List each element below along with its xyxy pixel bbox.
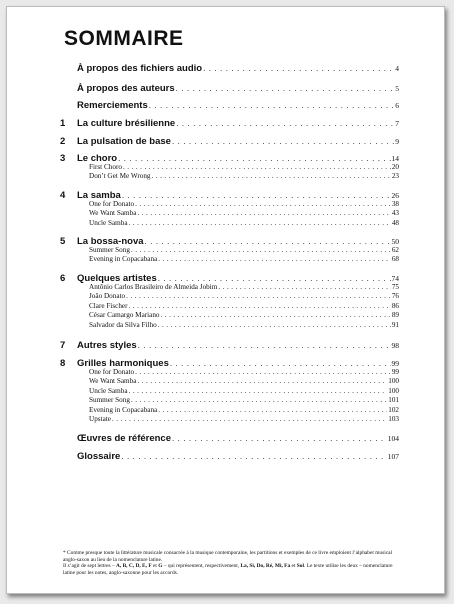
toc-page-number: 26: [391, 191, 399, 200]
dot-leader: [203, 64, 394, 73]
toc-entry-label: Uncle Samba: [89, 387, 128, 395]
toc-page-number: 98: [391, 341, 399, 350]
toc-entry[interactable]: [89, 387, 399, 395]
toc-entry-label: First Choro: [89, 163, 122, 171]
toc-page-number: 75: [391, 283, 399, 291]
toc-page-number: 99: [391, 359, 399, 368]
toc-entry-label: We Want Samba: [89, 377, 137, 385]
document-page: [6, 6, 445, 594]
dot-leader: [152, 172, 391, 180]
toc-entry-label: We Want Samba: [89, 209, 137, 217]
dot-leader: [138, 341, 391, 350]
toc-entry[interactable]: [77, 83, 399, 94]
toc-entry-label: La samba: [77, 190, 121, 201]
dot-leader: [137, 209, 390, 217]
toc-heading: [7, 118, 444, 130]
toc-entry-label: Glossaire: [77, 451, 121, 462]
dot-leader: [129, 387, 388, 395]
dot-leader: [172, 137, 394, 146]
toc-entry[interactable]: [77, 118, 399, 129]
toc-subentry: [7, 172, 444, 184]
toc-entry-label: La pulsation de base: [77, 136, 171, 147]
toc-page-number: 4: [395, 64, 399, 73]
toc-entry[interactable]: [77, 340, 399, 351]
toc-page-number: 103: [388, 415, 399, 423]
toc-page-number: 62: [391, 246, 399, 254]
dot-leader: [158, 406, 387, 414]
toc-entry[interactable]: [89, 246, 399, 254]
toc-page-number: 48: [391, 219, 399, 227]
toc-entry-label: Uncle Samba: [89, 219, 128, 227]
dot-leader: [131, 246, 391, 254]
toc-entry[interactable]: [89, 172, 399, 180]
toc-entry-label: César Camargo Mariano: [89, 311, 160, 319]
dot-leader: [137, 377, 387, 385]
toc-heading: [7, 340, 444, 352]
toc-entry-label: Autres styles: [77, 340, 137, 351]
toc-subentry: [7, 219, 444, 231]
toc-page-number: 23: [391, 172, 399, 180]
toc-entry[interactable]: [89, 302, 399, 310]
toc-page-number: 101: [388, 396, 399, 404]
toc-entry[interactable]: [89, 415, 399, 423]
toc-entry[interactable]: [77, 63, 399, 74]
dot-leader: [176, 84, 395, 93]
toc-chapter-number: 4: [60, 190, 66, 201]
toc-page-number: 14: [391, 154, 399, 163]
toc-subentry: [7, 415, 444, 427]
toc-entry-label: Summer Song: [89, 246, 130, 254]
toc-entry[interactable]: [89, 377, 399, 385]
dot-leader: [176, 119, 394, 128]
toc-entry-label: Clare Fischer: [89, 302, 128, 310]
toc-page-number: 6: [395, 101, 399, 110]
dot-leader: [218, 283, 390, 291]
toc-chapter-number: 7: [60, 340, 66, 351]
toc-page-number: 102: [388, 406, 399, 414]
toc-chapter-number: 3: [60, 153, 66, 164]
toc-page-number: 50: [391, 237, 399, 246]
toc-entry-label: Salvador da Silva Filho: [89, 321, 157, 329]
toc-entry[interactable]: [89, 255, 399, 263]
toc-entry[interactable]: [89, 283, 399, 291]
dot-leader: [129, 219, 391, 227]
toc-entry[interactable]: [89, 311, 399, 319]
toc-page-number: 76: [391, 292, 399, 300]
toc-entry-label: Le choro: [77, 153, 118, 164]
toc-entry-label: La bossa-nova: [77, 236, 144, 247]
toc-entry[interactable]: [89, 200, 399, 208]
toc-entry[interactable]: [89, 368, 399, 376]
page-title: SOMMAIRE: [64, 27, 184, 50]
toc-page-number: 104: [387, 434, 399, 443]
toc-entry-label: La culture brésilienne: [77, 118, 176, 129]
dot-leader: [126, 292, 391, 300]
toc-entry[interactable]: [89, 406, 399, 414]
toc-page-number: 100: [388, 377, 399, 385]
dot-leader: [135, 368, 391, 376]
toc-page-number: 68: [391, 255, 399, 263]
toc-entry[interactable]: [77, 100, 399, 111]
dot-leader: [112, 415, 387, 423]
toc-page-number: 38: [391, 200, 399, 208]
toc-entry-label: Quelques artistes: [77, 273, 157, 284]
dot-leader: [158, 274, 391, 283]
toc-chapter-number: 6: [60, 273, 66, 284]
dot-leader: [129, 302, 391, 310]
toc-entry-label: Grilles harmoniques: [77, 358, 169, 369]
toc-heading: [7, 451, 444, 463]
toc-entry[interactable]: [89, 163, 399, 171]
toc-entry[interactable]: [89, 292, 399, 300]
toc-chapter-number: 2: [60, 136, 66, 147]
toc-page-number: 7: [395, 119, 399, 128]
dot-leader: [170, 359, 391, 368]
dot-leader: [122, 191, 391, 200]
toc-entry-label: À propos des fichiers audio: [77, 63, 203, 74]
toc-entry[interactable]: [77, 433, 399, 444]
dot-leader: [145, 237, 391, 246]
dot-leader: [121, 452, 386, 461]
dot-leader: [135, 200, 391, 208]
toc-page-number: 100: [388, 387, 399, 395]
toc-entry-label: Summer Song: [89, 396, 130, 404]
toc-entry-label: One for Donato: [89, 200, 135, 208]
toc-page-number: 107: [387, 452, 399, 461]
toc-page-number: 20: [391, 163, 399, 171]
toc-chapter-number: 5: [60, 236, 66, 247]
toc-entry-label: Remerciements: [77, 100, 148, 111]
dot-leader: [118, 154, 390, 163]
toc-subentry: [7, 321, 444, 333]
toc-page-number: 74: [391, 274, 399, 283]
dot-leader: [161, 311, 391, 319]
dot-leader: [172, 434, 387, 443]
dot-leader: [158, 321, 391, 329]
dot-leader: [123, 163, 391, 171]
toc-page-number: 99: [391, 368, 399, 376]
toc-heading: [7, 63, 444, 75]
toc-entry-label: À propos des auteurs: [77, 83, 175, 94]
footnote: * Comme presque toute la littérature musicale consacrée à la musique contemporaine, les partitions et exemples de ce livre emploient l’alphabet musical anglo-saxon au lieu de la nomenclature latine. Il s’agit de sept lettres – A, B, C, D, E, F et G – qui représentent, respectivement, La, Si, Do, Ré, Mi, Fa et Sol. Le texte utilise les deux – nomenclature latine pour les notes, anglo-saxonne pour les accords.: [63, 550, 393, 576]
toc-entry[interactable]: [77, 451, 399, 462]
dot-leader: [158, 255, 391, 263]
toc-entry[interactable]: [89, 219, 399, 227]
toc-chapter-number: 1: [60, 118, 66, 129]
toc-page-number: 5: [395, 84, 399, 93]
footnote-line-1: * Comme presque toute la littérature musicale consacrée à la musique contemporaine, les partitions et exemples de ce livre emploient l’alphabet musical anglo-saxon au lieu de la nomenclature latine.: [63, 550, 393, 563]
dot-leader: [131, 396, 387, 404]
toc-heading: [7, 136, 444, 148]
toc-entry-label: Evening in Copacabana: [89, 406, 158, 414]
toc-entry[interactable]: [89, 396, 399, 404]
toc-chapter-number: 8: [60, 358, 66, 369]
toc-heading: [7, 83, 444, 95]
toc-heading: [7, 100, 444, 112]
toc-entry-label: One for Donato: [89, 368, 135, 376]
toc-entry[interactable]: [89, 209, 399, 217]
toc-page-number: 43: [391, 209, 399, 217]
toc-heading: [7, 433, 444, 445]
toc-page-number: 86: [391, 302, 399, 310]
toc-entry[interactable]: [77, 136, 399, 147]
toc-subentry: [7, 255, 444, 267]
toc-page-number: 9: [395, 137, 399, 146]
toc-entry[interactable]: [89, 321, 399, 329]
dot-leader: [149, 101, 394, 110]
toc-entry-label: Antônio Carlos Brasileiro de Almeida Jobim: [89, 283, 218, 291]
toc-entry-label: Œuvres de référence: [77, 433, 171, 444]
toc-entry-label: Evening in Copacabana: [89, 255, 158, 263]
toc-entry-label: João Donato: [89, 292, 126, 300]
toc-entry-label: Don’t Get Me Wrong: [89, 172, 151, 180]
toc-page-number: 89: [391, 311, 399, 319]
toc-entry-label: Upstate: [89, 415, 111, 423]
toc-page-number: 91: [391, 321, 399, 329]
